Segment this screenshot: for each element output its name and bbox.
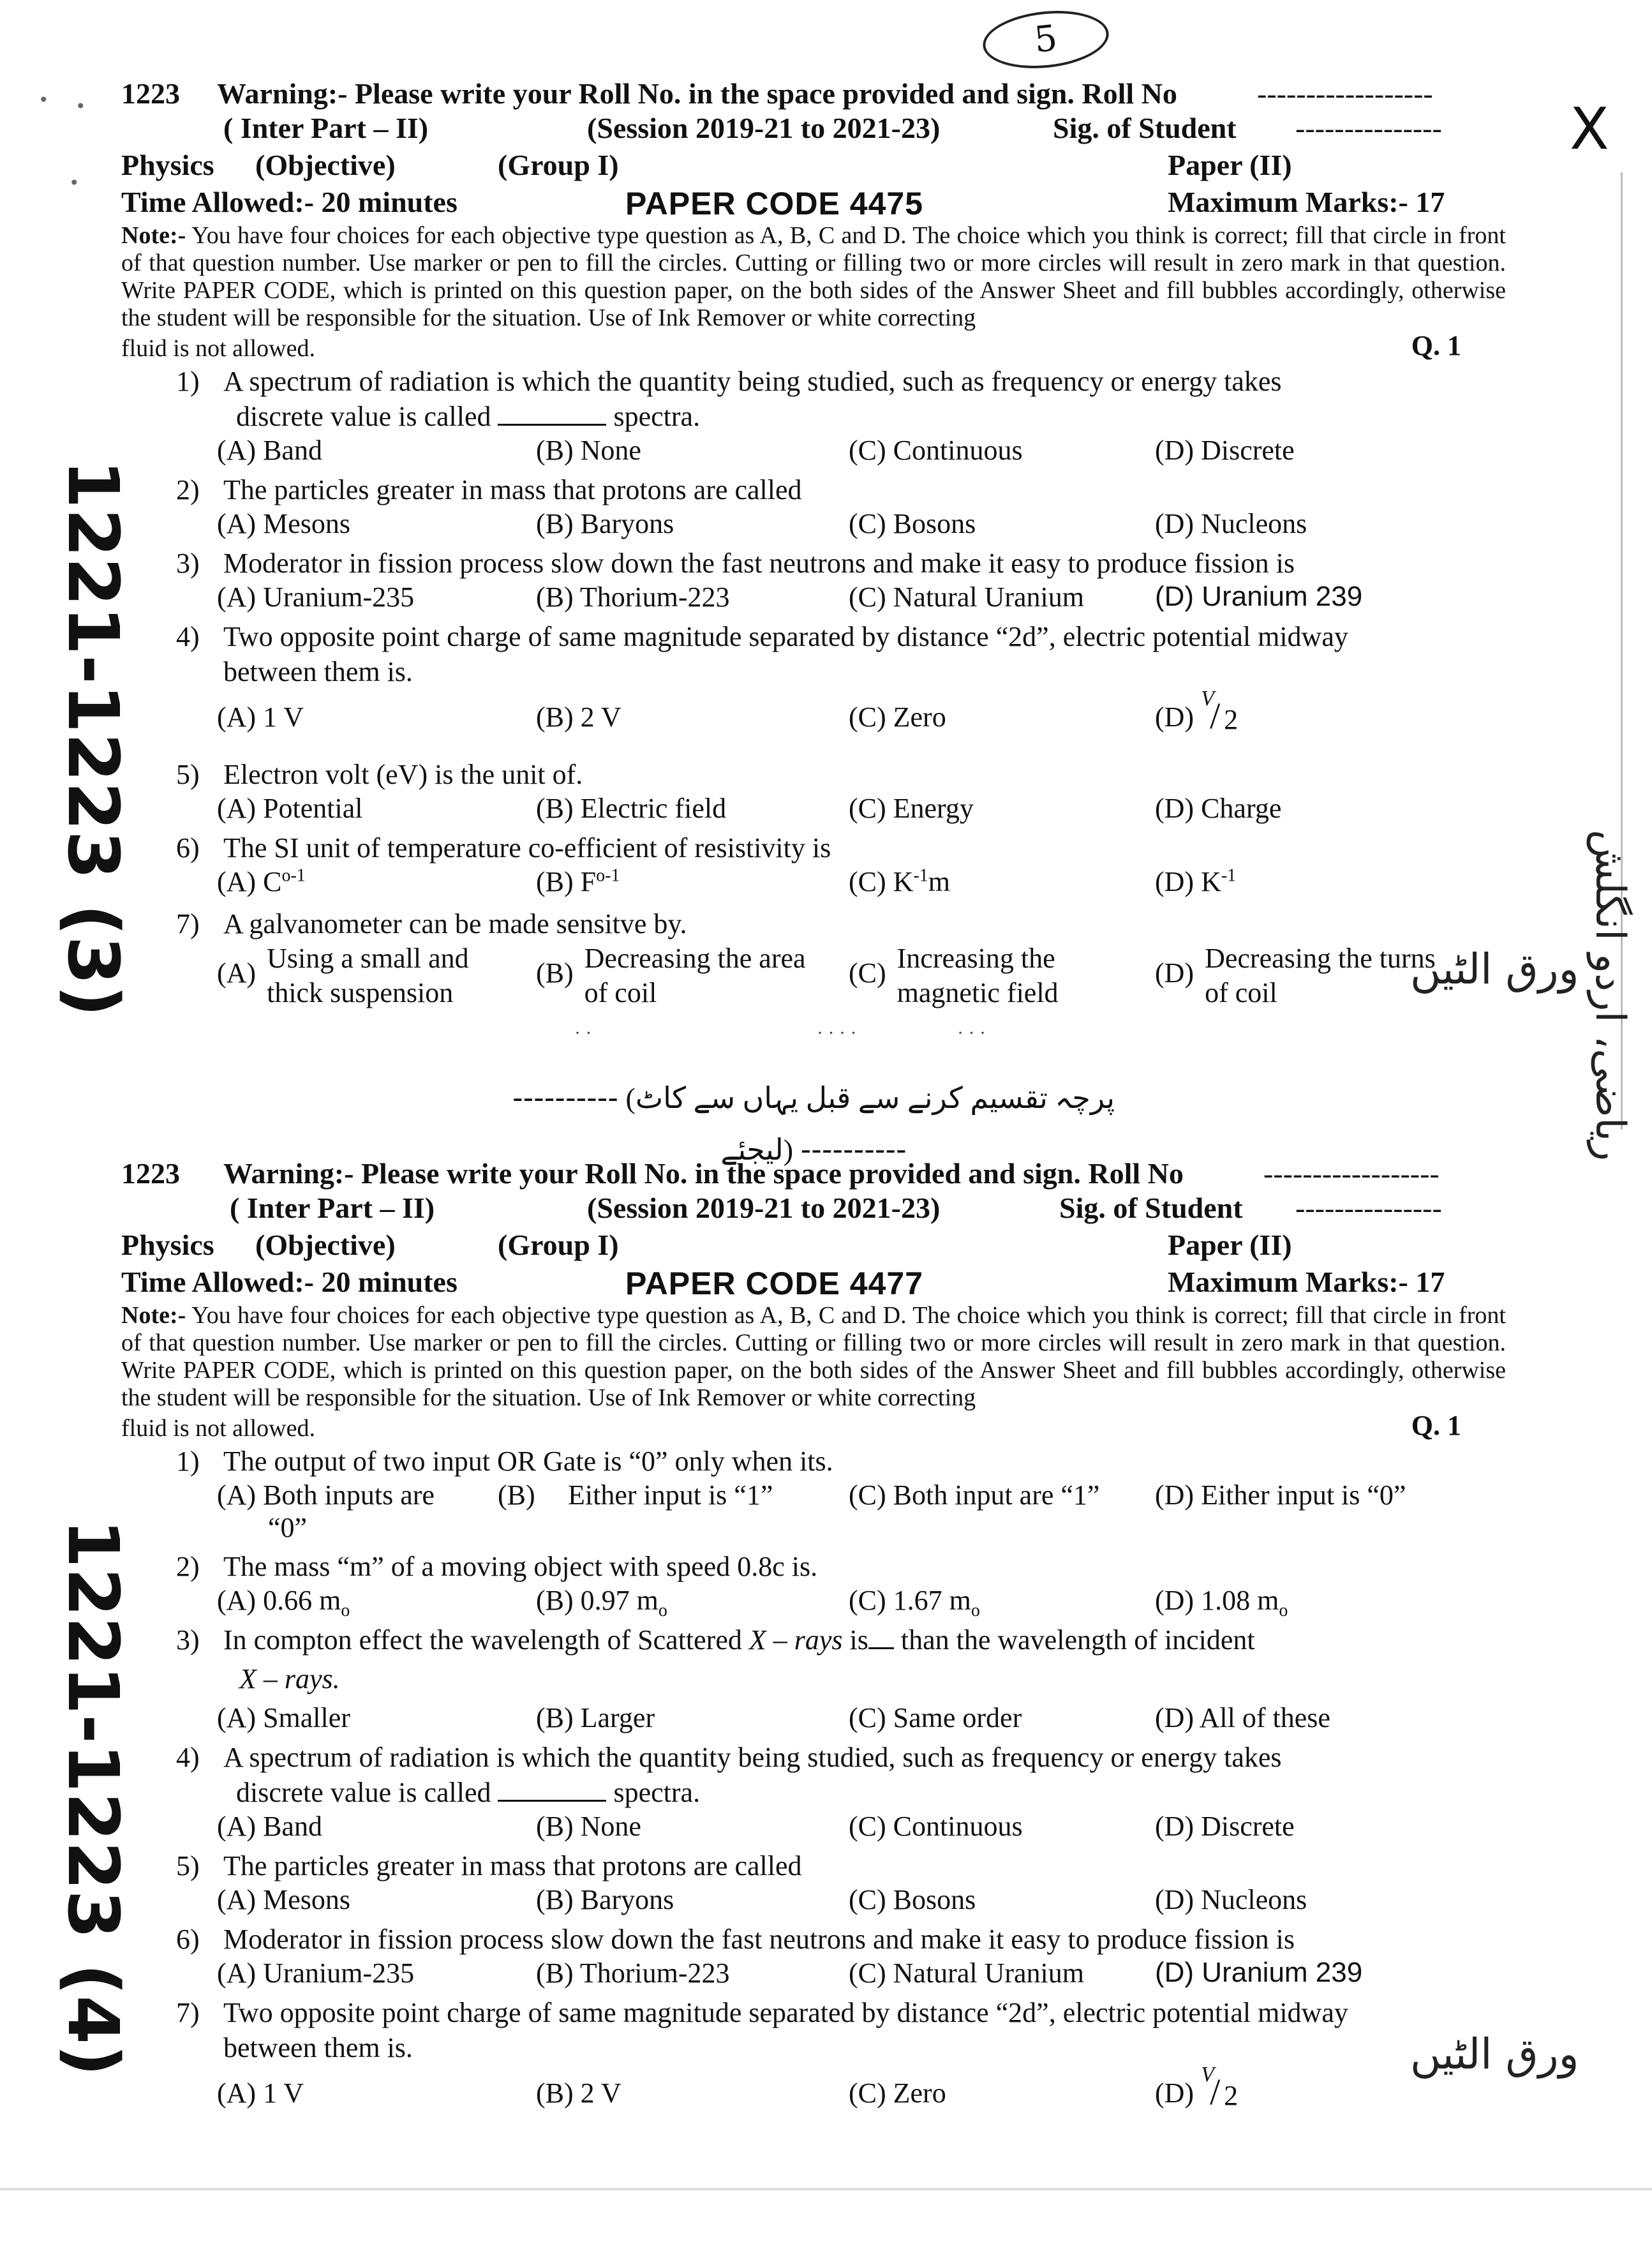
scan-mark: • (69, 172, 80, 193)
option-text: thick suspension (267, 977, 454, 1008)
option-d[interactable]: (D) Discrete (1155, 1811, 1295, 1842)
options-row (121, 1883, 1512, 1920)
note-text: You have four choices for each objective type question as A, B, C and D. The choice which you think is correct; fill that circle in front of that question number. Use marker or pen to fill the circles. Cutting or filling two or more circles will result in zero mark in that question. Write PAPER CODE, which is printed on this question paper, on the both sides of the Answer Sheet and fill bubbles accordingly, otherwise the student will be responsible for the situation. Use of Ink Remover or white correcting (121, 1302, 1506, 1411)
roll-code: 1223 (121, 1157, 180, 1190)
question-text: is (849, 1624, 868, 1656)
scan-dots: · · · · (817, 1022, 857, 1043)
option-d[interactable] (1155, 865, 1236, 898)
turn-over-stamp-top: ورق الٹیں (1410, 945, 1579, 994)
option-c[interactable]: (C) Natural Uranium (849, 581, 1084, 613)
answer-blank (868, 1626, 894, 1649)
question-text: Two opposite point charge of same magnitude separated by distance “2d”, electric potential midway (223, 1997, 1348, 2028)
options-row (121, 689, 1512, 749)
exam-paper-4477 (121, 1156, 1512, 2125)
fraction-denominator: 2 (1224, 704, 1239, 735)
turn-over-stamp-bottom: ورق الٹیں (1410, 2030, 1579, 2079)
option-d[interactable]: (D) Uranium 239 (1155, 581, 1363, 612)
roll-number-blank[interactable]: ------------------ (1263, 1157, 1440, 1190)
fraction-numerator: V (1201, 2063, 1214, 2086)
option-c[interactable] (849, 941, 1059, 1010)
option-a[interactable] (217, 941, 469, 1010)
question-number: 1) (176, 1446, 200, 1477)
note-label: Note:- (121, 1302, 186, 1329)
question-text: A galvanometer can be made sensitve by. (223, 908, 687, 939)
signature-blank[interactable]: --------------- (1295, 1192, 1442, 1224)
option-text: (D) 1.08 m (1155, 1585, 1279, 1616)
option-label: (D) (1155, 957, 1194, 989)
urdu-side-note: ریاضی، اردو انگلش (1586, 830, 1633, 1162)
option-d[interactable] (1155, 1584, 1288, 1621)
session: (Session 2019-21 to 2021-23) (587, 1192, 941, 1224)
question-number: 6) (176, 832, 200, 864)
options-row (121, 1957, 1512, 1994)
xray-term: X – rays (748, 1624, 843, 1656)
option-c[interactable] (849, 865, 950, 898)
options-row (121, 507, 1512, 544)
question-text: The particles greater in mass that protons are called (223, 1850, 802, 1881)
question-number: 4) (176, 1742, 200, 1773)
option-text: of coil (584, 977, 657, 1008)
paper-code: PAPER CODE 4475 (625, 186, 924, 221)
option-b[interactable]: (B) 2 V (536, 2077, 621, 2109)
question-number: 2) (176, 1551, 200, 1582)
question-text: Two opposite point charge of same magnitude separated by distance “2d”, electric potential midway (223, 621, 1348, 652)
roll-code: 1223 (121, 77, 180, 110)
option-text: (A) Both inputs are (217, 1479, 435, 1511)
scan-mark: • (38, 89, 49, 110)
subscript: o (1279, 1600, 1288, 1620)
question-text: between them is. (223, 656, 413, 687)
option-c[interactable]: (C) Energy (849, 793, 974, 824)
note-text: You have four choices for each objective type question as A, B, C and D. The choice which you think is correct; fill that circle in front of that question number. Use marker or pen to fill the circles. Cutting or filling two or more circles will result in zero mark in that question. Write PAPER CODE, which is printed on this question paper, on the both sides of the Answer Sheet and fill bubbles accordingly, otherwise the student will be responsible for the situation. Use of Ink Remover or white correcting (121, 222, 1506, 331)
option-b[interactable] (536, 865, 620, 898)
paper-code: PAPER CODE 4477 (625, 1266, 924, 1301)
paper-type: (Objective) (255, 1229, 396, 1261)
option-text: Increasing the (897, 943, 1055, 974)
options-row (121, 792, 1512, 829)
subscript: o (341, 1600, 350, 1620)
question-number: 1) (176, 366, 200, 397)
question-number: 7) (176, 1997, 200, 2028)
question-text: The output of two input OR Gate is “0” only when its. (223, 1446, 833, 1477)
option-text: Decreasing the turns (1205, 943, 1436, 974)
option-b[interactable]: (B) Thorium-223 (536, 1957, 730, 1989)
option-b[interactable]: (B) Electric field (536, 793, 727, 824)
paper-number: Paper (II) (1168, 149, 1292, 181)
roll-warning: Warning:- Please write your Roll No. in the space provided and sign. Roll No (217, 77, 1177, 110)
option-b-sup: o-1 (596, 865, 620, 886)
question-2 (121, 472, 1512, 507)
option-b[interactable]: (B) None (536, 1811, 641, 1842)
question-label: Q. 1 (1411, 1410, 1461, 1441)
option-d[interactable] (1155, 2063, 1239, 2115)
roll-warning: Warning:- Please write your Roll No. in the space provided and sign. Roll No (223, 1157, 1184, 1190)
fraction-numerator: V (1201, 687, 1214, 710)
note-end: fluid is not allowed. (121, 1415, 315, 1442)
option-a[interactable]: (A) Band (217, 1811, 322, 1842)
option-c[interactable]: (C) Continuous (849, 1811, 1023, 1842)
option-c[interactable] (849, 1584, 980, 1621)
inter-part: ( Inter Part – II) (230, 1192, 435, 1224)
option-text: Using a small and (267, 943, 469, 974)
question-number: 3) (176, 548, 200, 579)
cut-line (485, 1072, 1142, 1167)
fraction-denominator: 2 (1224, 2080, 1239, 2111)
option-b[interactable]: (B) Baryons (536, 508, 674, 539)
option-b[interactable] (536, 1584, 667, 1621)
question-text: A spectrum of radiation is which the quantity being studied, such as frequency or energy takes (223, 1742, 1282, 1773)
question-3 (121, 546, 1512, 581)
question-text: spectra. (613, 401, 701, 432)
option-text: (A) 0.66 m (217, 1585, 341, 1616)
option-label: (C) (849, 957, 886, 989)
option-a[interactable] (217, 865, 306, 898)
question-number: 5) (176, 759, 200, 790)
option-b[interactable]: Either input is “1” (568, 1479, 773, 1511)
option-a[interactable]: (A) Band (217, 435, 322, 466)
subscript: o (971, 1600, 980, 1620)
option-a[interactable]: (A) Uranium-235 (217, 581, 415, 613)
option-a[interactable]: (A) Smaller (217, 1702, 350, 1733)
subject: Physics (121, 149, 214, 181)
question-label: Q. 1 (1411, 330, 1461, 361)
xray-term: X – rays. (239, 1663, 340, 1694)
option-a[interactable] (217, 1479, 435, 1544)
paper-type: (Objective) (255, 149, 396, 181)
instructions-note (121, 1302, 1512, 1412)
question-text: The particles greater in mass that protons are called (223, 474, 802, 505)
option-d[interactable] (1155, 941, 1436, 1010)
fraction-slash: / (1210, 695, 1221, 737)
option-label: (B) (536, 957, 574, 989)
option-b[interactable]: (B) 2 V (536, 701, 621, 733)
subscript: o (658, 1600, 667, 1620)
option-label: (D) (1155, 701, 1194, 733)
option-label: (A) (217, 957, 257, 989)
option-text: (C) 1.67 m (849, 1585, 971, 1616)
max-marks: Maximum Marks:- 17 (1168, 186, 1445, 218)
options-row (121, 434, 1512, 471)
group: (Group I) (498, 1229, 619, 1261)
option-c[interactable]: (C) Zero (849, 701, 946, 733)
option-b[interactable]: (B) Baryons (536, 1884, 674, 1915)
option-text: of coil (1205, 977, 1277, 1008)
option-c[interactable]: (C) Both input are “1” (849, 1479, 1100, 1511)
question-text: Moderator in fission process slow down the fast neutrons and make it easy to produce fission is (223, 548, 1295, 579)
options-row (121, 941, 1512, 1015)
v-over-2-fraction (1201, 687, 1239, 739)
instructions-note (121, 222, 1512, 332)
question-4 (121, 1740, 1512, 1810)
option-a[interactable]: (A) Mesons (217, 508, 350, 539)
option-a-sup: o-1 (281, 865, 306, 886)
question-text: The mass “m” of a moving object with speed 0.8c is. (223, 1551, 818, 1582)
question-2 (121, 1549, 1512, 1584)
question-number: 4) (176, 621, 200, 652)
question-number: 7) (176, 908, 200, 939)
option-a[interactable]: (A) 1 V (217, 2077, 304, 2109)
option-text: magnetic field (897, 977, 1059, 1008)
question-7 (121, 1995, 1512, 2065)
handwritten-side-note-bottom: 1221-1223 (4) (52, 1519, 134, 2077)
group: (Group I) (498, 149, 619, 181)
options-row (121, 2065, 1512, 2125)
option-d[interactable] (1155, 687, 1239, 739)
option-a[interactable]: (A) Potential (217, 793, 363, 824)
question-number: 6) (176, 1924, 200, 1955)
inter-part: ( Inter Part – II) (223, 112, 429, 144)
option-a[interactable]: (A) 1 V (217, 701, 304, 733)
answer-blank (498, 402, 606, 426)
options-row (121, 1810, 1512, 1847)
note-label: Note:- (121, 222, 186, 249)
question-number: 3) (176, 1624, 200, 1656)
option-a[interactable]: (A) Uranium-235 (217, 1957, 415, 1989)
scan-dots: · · (574, 1022, 592, 1043)
question-text: discrete value is called (236, 401, 491, 432)
answer-blank (498, 1778, 606, 1802)
option-c[interactable]: (C) Bosons (849, 508, 976, 539)
v-over-2-fraction (1201, 2063, 1239, 2115)
question-5 (121, 757, 1512, 792)
question-text: Electron volt (eV) is the unit of. (223, 759, 583, 790)
option-d-text: (D) K (1155, 866, 1221, 897)
option-c[interactable]: (C) Continuous (849, 435, 1023, 466)
option-c[interactable]: (C) Same order (849, 1702, 1022, 1733)
option-c-text: (C) K (849, 866, 914, 897)
option-b-label: (B) (498, 1479, 535, 1511)
question-text: In compton effect the wavelength of Scattered (223, 1624, 742, 1656)
option-a[interactable] (217, 1584, 350, 1621)
signature-label: Sig. of Student (1059, 1192, 1243, 1224)
cut-line-dashes: ---------- (512, 1081, 618, 1115)
options-row (121, 1479, 1512, 1548)
question-text: A spectrum of radiation is which the quantity being studied, such as frequency or energy takes (223, 366, 1282, 397)
subject: Physics (121, 1229, 214, 1261)
option-label: (D) (1155, 2077, 1194, 2109)
page-bottom-edge (0, 2188, 1652, 2190)
roll-number-blank[interactable]: ------------------ (1257, 77, 1433, 110)
option-d[interactable]: (D) Either input is “0” (1155, 1479, 1406, 1511)
cut-line-text: (پرچہ تقسیم کرنے سے قبل یہاں سے کاٹ لیجئے) (625, 1082, 1115, 1166)
question-4 (121, 619, 1512, 689)
option-b-text: (B) F (536, 866, 597, 897)
option-c[interactable]: (C) Natural Uranium (849, 1957, 1084, 1989)
handwritten-x-mark: X (1570, 96, 1609, 163)
option-d[interactable]: (D) Discrete (1155, 435, 1295, 466)
paper-number: Paper (II) (1168, 1229, 1292, 1261)
scan-mark: • (75, 96, 86, 117)
question-text: spectra. (613, 1777, 701, 1808)
option-d-sup: -1 (1221, 865, 1237, 886)
question-1 (121, 1444, 1512, 1479)
question-6 (121, 830, 1512, 865)
cut-line-dashes: ---------- (800, 1132, 907, 1167)
option-c-sup: -1 (913, 865, 928, 886)
option-d[interactable]: (D) All of these (1155, 1702, 1330, 1733)
question-text: The SI unit of temperature co-efficient of resistivity is (223, 832, 831, 864)
option-b[interactable]: (B) Thorium-223 (536, 581, 730, 613)
time-allowed: Time Allowed:- 20 minutes (121, 186, 458, 218)
exam-paper-4475 (121, 77, 1512, 1015)
note-end: fluid is not allowed. (121, 335, 315, 362)
question-text: between them is. (223, 2032, 413, 2063)
option-text: Decreasing the area (584, 943, 806, 974)
handwritten-side-note-top: 1221-1223 (3) (52, 460, 134, 1017)
options-row (121, 865, 1512, 905)
option-d[interactable]: (D) Charge (1155, 793, 1282, 824)
question-text: discrete value is called (236, 1777, 491, 1808)
question-3 (121, 1622, 1512, 1696)
question-number: 2) (176, 474, 200, 505)
question-number: 5) (176, 1850, 200, 1881)
option-text: (B) 0.97 m (536, 1585, 659, 1616)
options-row (121, 1584, 1512, 1621)
page-number-circle: 5 (980, 5, 1112, 74)
option-b[interactable]: (B) Larger (536, 1702, 655, 1733)
max-marks: Maximum Marks:- 17 (1168, 1266, 1445, 1298)
session: (Session 2019-21 to 2021-23) (587, 112, 941, 144)
question-text: than the wavelength of incident (900, 1624, 1255, 1656)
option-d[interactable]: (D) Nucleons (1155, 1884, 1307, 1915)
question-text: Moderator in fission process slow down the fast neutrons and make it easy to produce fission is (223, 1924, 1295, 1955)
option-a[interactable]: (A) Mesons (217, 1884, 350, 1915)
question-6 (121, 1922, 1512, 1957)
option-d[interactable]: (D) Nucleons (1155, 508, 1307, 539)
option-c-end: m (928, 866, 950, 897)
option-c[interactable]: (C) Zero (849, 2077, 946, 2109)
option-text: “0” (268, 1512, 308, 1543)
signature-blank[interactable]: --------------- (1295, 112, 1442, 144)
question-7 (121, 906, 1512, 941)
scan-dots: · · · (957, 1022, 986, 1043)
option-a-text: (A) C (217, 866, 282, 897)
fraction-slash: / (1210, 2071, 1221, 2113)
options-row (121, 581, 1512, 618)
option-b[interactable]: (B) None (536, 435, 641, 466)
question-5 (121, 1848, 1512, 1883)
option-d[interactable]: (D) Uranium 239 (1155, 1957, 1363, 1988)
question-1 (121, 364, 1512, 434)
option-b[interactable] (536, 941, 806, 1010)
options-row (121, 1702, 1512, 1739)
signature-label: Sig. of Student (1053, 112, 1237, 144)
option-c[interactable]: (C) Bosons (849, 1884, 976, 1915)
time-allowed: Time Allowed:- 20 minutes (121, 1266, 458, 1298)
